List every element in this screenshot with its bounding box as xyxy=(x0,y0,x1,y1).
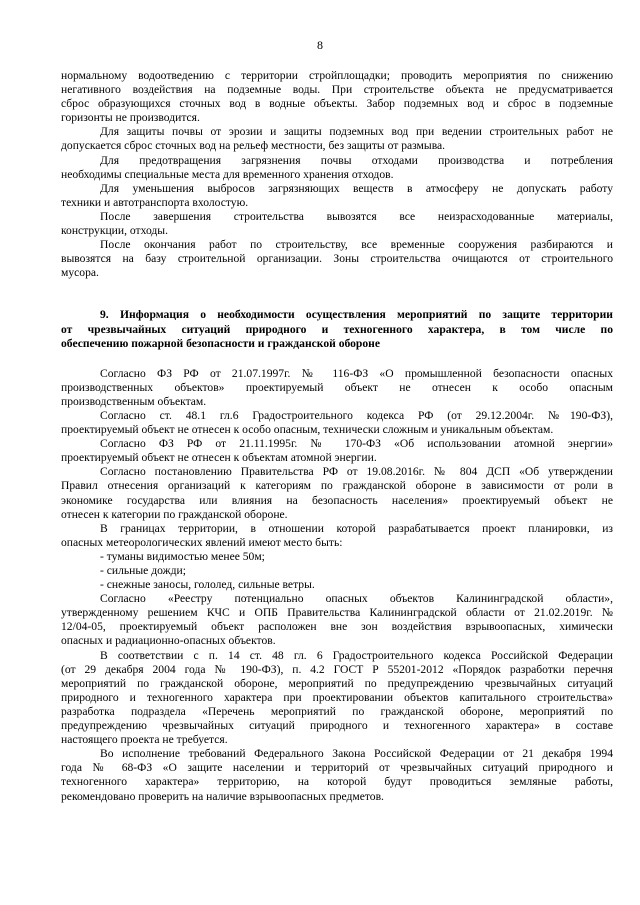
spacer xyxy=(61,351,613,367)
paragraph-waste-storage xyxy=(61,154,613,182)
page-body xyxy=(61,69,613,804)
text-line: утвержденному решением КЧС и ОПБ Правительства Калининградской области от 21.02.2019г. № xyxy=(61,606,613,620)
paragraph-hazard-registry xyxy=(61,592,613,648)
text-line: Согласно ФЗ РФ от 21.11.1995г. № 170-ФЗ «Об использовании атомной энергии» xyxy=(100,437,613,451)
text-line: допускается сброс сточных вод на рельеф местности, без защиты от размыва. xyxy=(61,139,446,153)
paragraph-weather-hazards xyxy=(61,522,613,550)
text-line: В соответствии с п. 14 ст. 48 гл. 6 Градостроительного кодекса Российской Федерации xyxy=(100,648,613,662)
paragraph-emissions xyxy=(61,182,613,210)
text-line: В границах территории, в отношении которой разрабатывается проект планировки, из xyxy=(100,521,613,535)
text-line: техники и автотранспорта вхолостую. xyxy=(61,195,249,209)
paragraph-explosives-check xyxy=(61,747,613,803)
heading-line: обеспечению пожарной безопасности и гражданской обороне xyxy=(61,336,380,350)
list-item: - сильные дожди; xyxy=(100,564,186,577)
paragraph-gost-requirements xyxy=(61,649,613,748)
paragraph-civil-defense-category xyxy=(61,465,613,521)
paragraph-soil-protection xyxy=(61,125,613,153)
text-line: нормальному водоотведению с территории стройплощадки; проводить мероприятия по снижению xyxy=(61,69,613,82)
text-line: Во исполнение требований Федерального Закона Российской Федерации от 21 декабря 1994 xyxy=(100,747,613,761)
paragraph-atomic-energy xyxy=(61,437,613,465)
text-line: горизонты не производится. xyxy=(61,111,200,125)
text-line: проектируемый объект не отнесен к особо опасным, технически сложным и уникальным объектам. xyxy=(61,423,554,437)
paragraph-urban-planning-code xyxy=(61,409,613,437)
text-line: Согласно «Реестру потенциально опасных объектов Калининградской области», xyxy=(100,592,613,606)
text-line: рекомендовано проверить на наличие взрывоопасных предметов. xyxy=(61,789,384,803)
hazard-list xyxy=(61,550,613,592)
text-line: Согласно ст. 48.1 гл.6 Градостроительного кодекса РФ (от 29.12.2004г. №190-ФЗ), xyxy=(100,408,613,422)
text-line: негативного воздействия на подземные воды. При строительстве объекта не предусматривается xyxy=(61,83,613,97)
text-line: конструкции, отходы. xyxy=(61,224,168,238)
text-line: вывозятся на базу строительной организации. Зоны строительства очищаются от строительного xyxy=(61,252,613,266)
text-line: 12/04-05, проектируемый объект расположен вне зон воздействия взрывоопасных, химически xyxy=(61,620,613,634)
text-line: Правил отнесения организаций к категориям по гражданской обороне в зависимости от роли в xyxy=(61,479,613,493)
list-item: - туманы видимостью менее 50м; xyxy=(100,549,265,563)
text-line: Для предотвращения загрязнения почвы отходами производства и потребления xyxy=(100,153,613,167)
text-line: Для защиты почвы от эрозии и защиты подземных вод при ведении строительных работ не xyxy=(100,125,613,139)
text-line: предупреждению чрезвычайных ситуаций природного и техногенного характера» в составе xyxy=(61,719,613,733)
text-line: После завершения строительства вывозятся все неизрасходованные материалы, xyxy=(100,209,613,223)
text-line: Для уменьшения выбросов загрязняющих веществ в атмосферу не допускать работу xyxy=(100,181,613,195)
text-line: После окончания работ по строительству, все временные сооружения разбираются и xyxy=(100,238,613,252)
text-line: мероприятий по гражданской обороне, мероприятий по предупреждению чрезвычайных ситуаций xyxy=(61,676,613,690)
text-line: года № 68-ФЗ «О защите населении и территорий от чрезвычайных ситуаций природного и xyxy=(61,761,613,775)
paragraph-materials-removal xyxy=(61,210,613,238)
page-number: 8 xyxy=(317,38,323,52)
paragraph-industrial-safety xyxy=(61,367,613,409)
text-line: опасных метеорологических явлений имеют место быть: xyxy=(61,535,343,549)
text-line: техногенного характера» территорию, на которой будут проводиться земляные работы, xyxy=(61,775,613,789)
text-line: необходимы специальные места для временного хранения отходов. xyxy=(61,167,394,181)
section-heading xyxy=(61,308,613,350)
list-item: - снежные заносы, гололед, сильные ветры. xyxy=(100,578,315,592)
paragraph-site-cleanup xyxy=(61,238,613,280)
text-line: (от 29 декабря 2004 года № 190-ФЗ), п. 4.2 ГОСТ Р 55201-2012 «Порядок разработки перечня xyxy=(61,662,613,676)
heading-line: от чрезвычайных ситуаций природного и техногенного характера, в том числе по xyxy=(61,322,613,336)
text-line: экономике государства или влияния на безопасность населения» проектируемый объект не xyxy=(61,493,613,507)
text-line: мусора. xyxy=(61,266,99,280)
paragraph-drainage xyxy=(61,69,613,125)
text-line: производственным объектам. xyxy=(61,394,207,408)
text-line: природного и техногенного характера при проектировании объектов капитального строительства» xyxy=(61,690,613,704)
text-line: настоящего проекта не требуется. xyxy=(61,733,228,747)
text-line: Согласно ФЗ РФ от 21.07.1997г. № 116-ФЗ «О промышленной безопасности опасных xyxy=(100,366,613,380)
spacer xyxy=(61,280,613,308)
text-line: производственных объектов» проектируемый объект не отнесен к особо опасным xyxy=(61,380,613,394)
text-line: проектируемый объект не отнесен к объектам атомной энергии. xyxy=(61,451,377,465)
text-line: отнесен к категории по гражданской обороне. xyxy=(61,507,288,521)
text-line: опасных и радиационно-опасных объектов. xyxy=(61,634,276,648)
text-line: Согласно постановлению Правительства РФ от 19.08.2016г. № 804 ДСП «Об утверждении xyxy=(100,465,613,479)
text-line: сброс образующихся сточных вод в водные объекты. Забор подземных вод и сброс в подземные xyxy=(61,97,613,111)
text-line: разработка подраздела «Перечень мероприятий по гражданской обороне, мероприятий по xyxy=(61,704,613,718)
heading-line: 9. Информация о необходимости осуществления мероприятий по защите территории xyxy=(100,308,613,322)
